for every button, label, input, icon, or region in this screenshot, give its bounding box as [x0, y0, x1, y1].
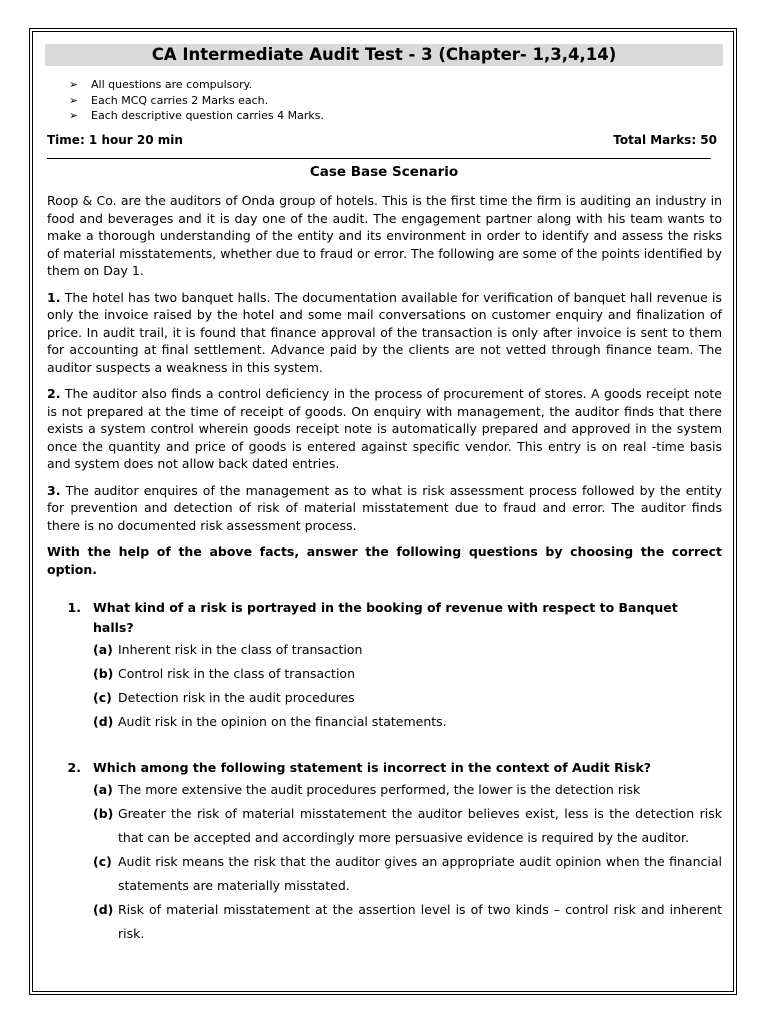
questions-list: [47, 598, 722, 970]
instructions-list: [69, 77, 324, 124]
option-c: (c) Detection risk in the audit procedures: [93, 690, 355, 705]
divider: [47, 158, 711, 159]
question-number: 1.: [67, 600, 81, 615]
total-marks-label: Total Marks: 50: [613, 133, 717, 147]
section-heading: Case Base Scenario: [309, 164, 459, 180]
document-page: [32, 31, 734, 992]
option-a: (a) The more extensive the audit procedures performed, the lower is the detection risk: [93, 782, 641, 797]
instruction-item: ➢ Each descriptive question carries 4 Marks.: [69, 109, 324, 122]
scenario-point: 3. The auditor enquires of the management as to what is risk assessment process followed by the entity for prevention and detection of risk of material misstatement due to fraud and error. The auditor finds there is no documented risk assessment process.: [47, 482, 722, 533]
scenario-intro: Roop & Co. are the auditors of Onda group of hotels. This is the first time the firm is auditing an industry in food and beverages and it is day one of the audit. The engagement partner along with his team wants to make a thorough understanding of the entity and its environment in order to identify and assess the risks of material misstatements, whether due to fraud or error. The following are some of the points identified by them on Day 1.: [47, 193, 722, 278]
scenario-point: 1. The hotel has two banquet halls. The documentation available for verification of banquet hall revenue is only the invoice raised by the hotel and some mail conversations on customer enquiry and finalization of price. In audit trail, it is found that finance approval of the transaction is only after invoice is sent to them for accounting at final settlement. Advance paid by the clients are not vetted through finance team. The auditor suspects a weakness in this system.: [47, 289, 722, 375]
option-b: (b) Control risk in the class of transaction: [93, 666, 355, 681]
option-d: (d) Audit risk in the opinion on the financial statements.: [93, 714, 447, 729]
question-2: [47, 758, 722, 946]
arrow-bullet-icon: ➢: [69, 78, 79, 91]
scenario-instruction: With the help of the above facts, answer the following questions by choosing the correct option.: [47, 544, 722, 577]
exam-meta: [47, 133, 717, 147]
option-c: (c) Audit risk means the risk that the auditor gives an appropriate audit opinion when the financial statements are materially misstated.: [93, 854, 722, 893]
option-d: (d) Risk of material misstatement at the assertion level is of two kinds – control risk and inherent risk.: [93, 902, 722, 941]
instruction-item: ➢ Each MCQ carries 2 Marks each.: [69, 93, 269, 107]
scenario-point: 2. The auditor also finds a control deficiency in the process of procurement of stores. A goods receipt note is not prepared at the time of receipt of goods. On enquiry with management, the auditor finds that there exists a system control wherein goods receipt note is automatically prepared and approved in the system once the quantity and price of goods is entered against specific vendor. This entry is on real -time basis and system does not allow back dated entries.: [47, 386, 722, 471]
option-a: (a) Inherent risk in the class of transaction: [93, 642, 363, 657]
question-1: [47, 598, 722, 734]
scenario-body: [47, 192, 722, 587]
arrow-bullet-icon: ➢: [69, 93, 79, 107]
time-label: Time: 1 hour 20 min: [47, 133, 183, 147]
question-text: What kind of a risk is portrayed in the booking of revenue with respect to Banquet halls?: [93, 600, 678, 635]
question-number: 2.: [67, 760, 81, 775]
question-text: Which among the following statement is incorrect in the context of Audit Risk?: [93, 760, 652, 775]
arrow-bullet-icon: ➢: [69, 109, 79, 122]
option-b: (b) Greater the risk of material misstatement the auditor believes exist, less is the detection risk that can be accepted and accordingly more persuasive evidence is required by the auditor.: [93, 806, 722, 845]
page-title: CA Intermediate Audit Test - 3 (Chapter- 1,3,4,14): [45, 44, 723, 66]
instruction-item: ➢ All questions are compulsory.: [69, 78, 253, 91]
